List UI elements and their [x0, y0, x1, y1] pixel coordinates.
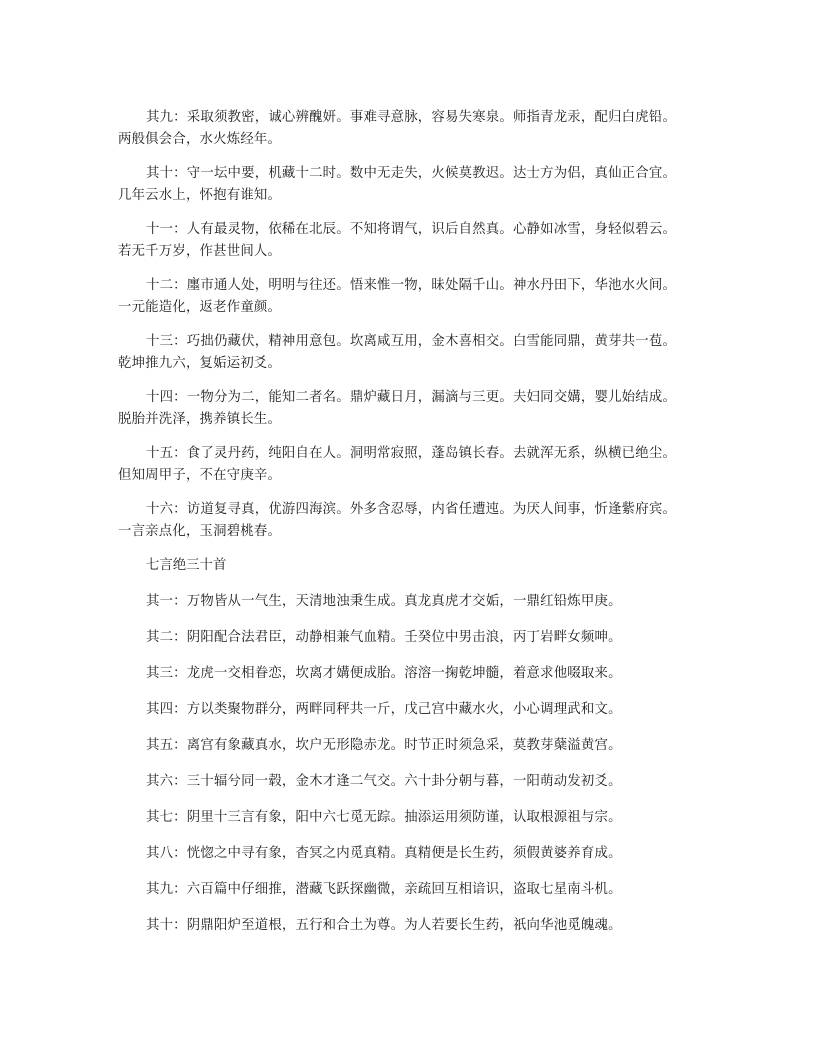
quatrain: 其四：方以类聚物群分，两畔同秤共一斤，戊己宫中藏水火，小心调理武和文。 [146, 702, 622, 717]
verse-line: 但知周甲子，不在守庚辛。 [118, 468, 282, 483]
verse-paragraph [118, 387, 702, 431]
quatrain: 其二：阴阳配合法君臣，动静相兼气血精。壬癸位中男击浪，丙丁岩畔女频呻。 [146, 630, 622, 645]
verse-paragraph [118, 331, 702, 375]
verse-line: 十二：廛市通人处，明明与往还。悟来惟一物，昧处隔千山。神水丹田下，华池水火间。 [146, 278, 677, 293]
verse-line: 乾坤推九六，复姤运初爻。 [118, 356, 282, 371]
verse-paragraph [118, 107, 702, 151]
quatrain: 其九：六百篇中仔细推，潜藏飞跃探幽微，亲疏回互相谙识，盗取七星南斗机。 [146, 882, 622, 897]
verse-paragraph [118, 275, 702, 319]
verse-paragraph [118, 499, 702, 543]
quatrain: 其七：阴里十三言有象，阳中六七觅无踪。抽添运用须防谨，认取根源祖与宗。 [146, 810, 622, 825]
quatrain: 其三：龙虎一交相眷恋，坎离才媾便成胎。溶溶一掬乾坤髓，着意求他啜取来。 [146, 666, 622, 681]
quatrain: 其八：恍惚之中寻有象，杳冥之内觅真精。真精便是长生药，须假黄婆养育成。 [146, 846, 622, 861]
verse-paragraph [118, 163, 702, 207]
verse-line: 十六：访道复寻真，优游四海滨。外多含忍辱，内省任遭迍。为厌人间事，忻逢紫府宾。 [146, 502, 677, 517]
section-heading: 七言绝三十首 [146, 558, 227, 573]
verse-line: 一元能造化，返老作童颜。 [118, 300, 282, 315]
verse-line: 十四：一物分为二，能知二者名。鼎炉藏日月，漏滴与三更。夫妇同交媾，婴儿始结成。 [146, 390, 677, 405]
verse-line: 一言亲点化，玉洞碧桃春。 [118, 524, 282, 539]
verse-line: 其十：守一坛中要，机藏十二时。数中无走失，火候莫教迟。达士方为侣，真仙正合宜。 [146, 166, 677, 181]
verse-line: 两般俱会合，水火炼经年。 [118, 132, 282, 147]
quatrain: 其五：离宫有象藏真水，坎户无形隐赤龙。时节正时须急采，莫教芽蘖溢黄宫。 [146, 738, 622, 753]
quatrain: 其十：阴鼎阳炉至道根，五行和合土为尊。为人若要长生药，祇向华池觅魄魂。 [146, 918, 622, 933]
verse-line: 其九：采取须教密，诚心辨醜妍。事难寻意脉，容易失寒泉。师指青龙汞，配归白虎铅。 [146, 110, 677, 125]
verse-line: 十三：巧拙仍藏伏，精神用意包。坎离咸互用，金木喜相交。白雪能同鼎，黄芽共一苞。 [146, 334, 677, 349]
quatrain: 其一：万物皆从一气生，天清地浊秉生成。真龙真虎才交姤，一鼎红铅炼甲庚。 [146, 594, 622, 609]
verse-line: 脱胎并洗泽，携养镇长生。 [118, 412, 282, 427]
quatrain: 其六：三十辐兮同一毂，金木才逢二气交。六十卦分朝与暮，一阳萌动发初爻。 [146, 774, 622, 789]
verse-paragraph [118, 219, 702, 263]
verse-line: 十五：食了灵丹药，纯阳自在人。洞明常寂照，蓬岛镇长春。去就浑无系，纵横已绝尘。 [146, 446, 677, 461]
verse-line: 若无千万岁，作甚世间人。 [118, 244, 282, 259]
document-page [118, 107, 702, 951]
verse-line: 十一：人有最灵物，依稀在北辰。不知将谓气，识后自然真。心静如冰雪，身轻似碧云。 [146, 222, 677, 237]
verse-line: 几年云水上，怀抱有谁知。 [118, 188, 282, 203]
verse-paragraph [118, 443, 702, 487]
